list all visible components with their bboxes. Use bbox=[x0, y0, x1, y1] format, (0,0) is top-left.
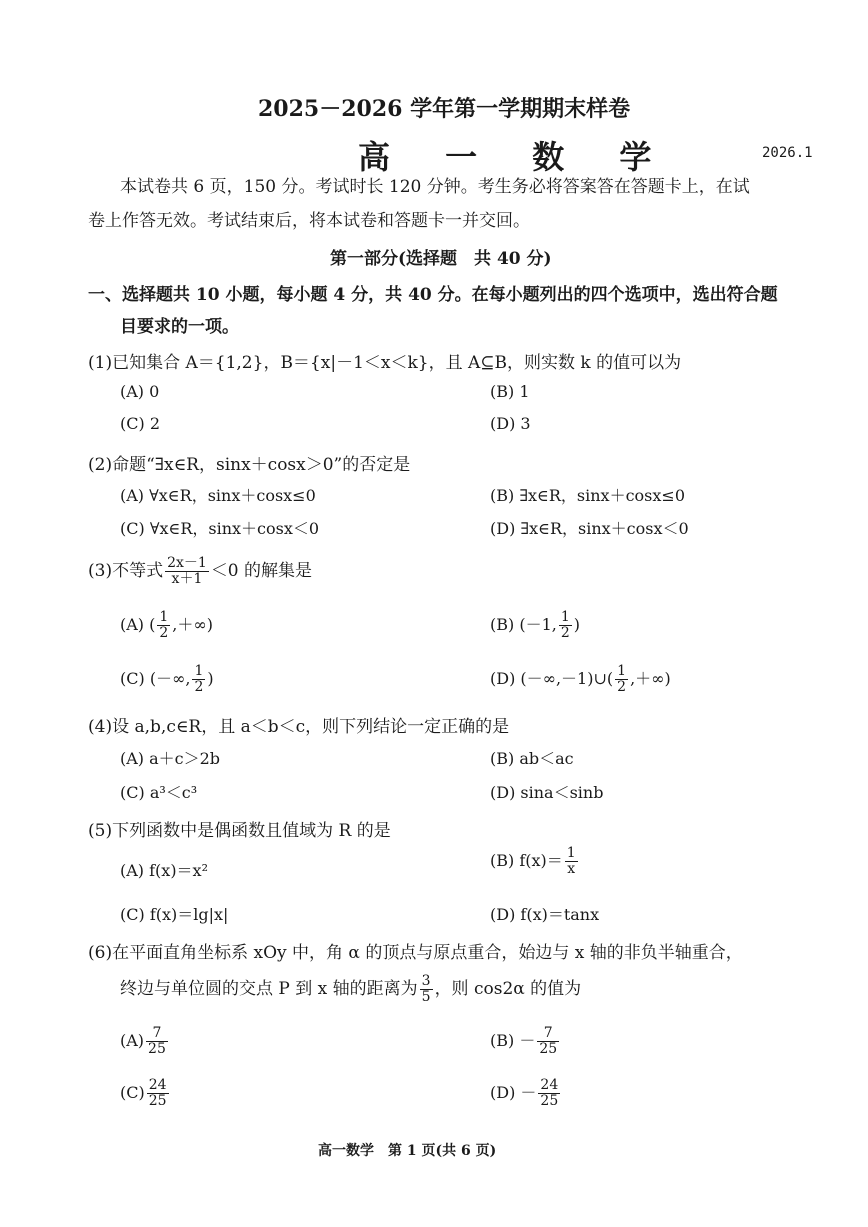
question-1-stem bbox=[88, 348, 681, 373]
option-text: (D) － bbox=[490, 1083, 537, 1102]
question-2-stem bbox=[88, 450, 410, 475]
q5-option-d: (D) f(x)＝tanx bbox=[490, 905, 600, 924]
fraction-numerator: 7 bbox=[146, 1026, 168, 1042]
q4-option-c: (C) a³＜c³ bbox=[120, 783, 198, 802]
fraction-denominator: 2 bbox=[194, 679, 204, 695]
fraction-numerator: 3 bbox=[421, 973, 431, 989]
q1-option-c: (C) 2 bbox=[120, 414, 160, 433]
q5-option-b bbox=[490, 846, 580, 877]
page-footer: 高一数学 第 1 页(共 6 页) bbox=[318, 1143, 497, 1159]
option-text: (C) bbox=[120, 1083, 145, 1102]
section-instructions-2: 目要求的一项。 bbox=[120, 317, 239, 337]
fraction-numerator: 1 bbox=[617, 663, 627, 679]
q2-option-c: (C) ∀x∈R，sinx＋cosx＜0 bbox=[120, 519, 320, 538]
part-heading: 第一部分(选择题 共 40 分) bbox=[330, 249, 552, 269]
question-text: 已知集合 A＝{1,2}，B＝{x|－1＜x＜k}，且 A⊆B，则实数 k 的值可以为 bbox=[112, 353, 682, 373]
option-text: (B) (－1, bbox=[490, 615, 557, 634]
fraction-denominator: 25 bbox=[148, 1041, 166, 1057]
question-number: (5) bbox=[88, 821, 113, 841]
instructions-line-1: 本试卷共 6 页，150 分。考试时长 120 分钟。考生务必将答案答在答题卡上，在试 bbox=[120, 177, 750, 197]
question-6-stem-line-1 bbox=[88, 938, 743, 963]
fraction-denominator: 25 bbox=[539, 1041, 558, 1057]
instructions-line-2: 卷上作答无效。考试结束后，将本试卷和答题卡一并交回。 bbox=[88, 211, 530, 231]
fraction-denominator: 2 bbox=[159, 625, 169, 641]
fraction bbox=[165, 556, 209, 587]
q6-option-b bbox=[490, 1026, 561, 1057]
fraction-denominator: 2 bbox=[617, 679, 627, 695]
q1-option-d: (D) 3 bbox=[490, 414, 531, 433]
option-text: ) bbox=[573, 615, 581, 634]
q3-option-a bbox=[120, 610, 213, 641]
option-text: ,＋∞) bbox=[630, 669, 671, 688]
question-text-end: ＜0 的解集是 bbox=[210, 561, 313, 581]
option-text: (A) bbox=[120, 1031, 145, 1050]
question-5-stem bbox=[88, 816, 391, 841]
fraction bbox=[559, 610, 572, 641]
question-number: (2) bbox=[88, 455, 113, 475]
fraction-denominator: x bbox=[567, 861, 576, 877]
q5-option-c: (C) f(x)＝lg|x| bbox=[120, 905, 229, 924]
fraction bbox=[192, 664, 205, 695]
question-text: 终边与单位圆的交点 P 到 x 轴的距离为 bbox=[120, 979, 418, 999]
q1-option-b: (B) 1 bbox=[490, 382, 530, 401]
fraction-denominator: 2 bbox=[560, 625, 570, 641]
q3-option-b bbox=[490, 610, 580, 641]
question-text: 下列函数中是偶函数且值域为 R 的是 bbox=[112, 821, 391, 841]
fraction-denominator: x＋1 bbox=[171, 571, 203, 587]
question-4-stem bbox=[88, 712, 509, 737]
question-6-stem-line-2 bbox=[120, 974, 581, 1005]
q1-option-a: (A) 0 bbox=[120, 382, 160, 401]
q2-option-d: (D) ∃x∈R，sinx＋cosx＜0 bbox=[490, 519, 689, 538]
fraction bbox=[615, 664, 628, 695]
fraction bbox=[420, 974, 433, 1005]
section-instructions-1: 一、选择题共 10 小题，每小题 4 分，共 40 分。在每小题列出的四个选项中，选出符合题 bbox=[88, 285, 778, 305]
exam-date: 2026.1 bbox=[762, 145, 813, 161]
fraction-denominator: 5 bbox=[421, 989, 431, 1005]
q5-option-a: (A) f(x)＝x² bbox=[120, 861, 208, 880]
option-text: (B) f(x)＝ bbox=[490, 851, 563, 870]
q4-option-b: (B) ab＜ac bbox=[490, 749, 574, 768]
fraction bbox=[157, 610, 170, 641]
q3-option-d bbox=[490, 664, 671, 695]
fraction-numerator: 2x－1 bbox=[167, 555, 207, 571]
q4-option-a: (A) a＋c＞2b bbox=[120, 749, 221, 768]
option-text: ,＋∞) bbox=[172, 615, 213, 634]
option-text: (B) － bbox=[490, 1031, 536, 1050]
fraction bbox=[537, 1026, 559, 1057]
fraction-numerator: 24 bbox=[540, 1077, 559, 1093]
q6-option-d bbox=[490, 1078, 562, 1109]
subject-title: 高 一 数 学 bbox=[358, 138, 674, 176]
question-number: (4) bbox=[88, 717, 113, 737]
question-text: 不等式 bbox=[112, 561, 164, 581]
fraction-numerator: 1 bbox=[566, 845, 576, 861]
question-text-end: ，则 cos2α 的值为 bbox=[434, 979, 582, 999]
fraction-numerator: 1 bbox=[159, 609, 169, 625]
question-number: (6) bbox=[88, 943, 113, 963]
option-text: (C) (－∞, bbox=[120, 669, 191, 688]
fraction-numerator: 1 bbox=[194, 663, 204, 679]
q6-option-a bbox=[120, 1026, 170, 1057]
question-text: 设 a,b,c∈R，且 a＜b＜c，则下列结论一定正确的是 bbox=[112, 717, 510, 737]
option-text: ) bbox=[207, 669, 214, 688]
fraction-denominator: 25 bbox=[148, 1093, 167, 1109]
q2-option-a: (A) ∀x∈R，sinx＋cosx≤0 bbox=[120, 486, 316, 505]
fraction bbox=[538, 1078, 560, 1109]
q6-option-c bbox=[120, 1078, 171, 1109]
fraction bbox=[565, 846, 578, 877]
fraction-numerator: 1 bbox=[560, 609, 570, 625]
question-text: 命题“∃x∈R，sinx＋cosx＞0”的否定是 bbox=[112, 455, 411, 475]
q2-option-b: (B) ∃x∈R，sinx＋cosx≤0 bbox=[490, 486, 685, 505]
fraction bbox=[146, 1026, 168, 1057]
question-number: (1) bbox=[88, 353, 113, 373]
option-text: (D) (－∞,－1)∪( bbox=[490, 669, 614, 688]
exam-title: 2025－2026 学年第一学期期末样卷 bbox=[258, 96, 631, 122]
q4-option-d: (D) sina＜sinb bbox=[490, 783, 604, 802]
fraction bbox=[147, 1078, 169, 1109]
question-number: (3) bbox=[88, 561, 113, 581]
fraction-denominator: 25 bbox=[540, 1093, 559, 1109]
q3-option-c bbox=[120, 664, 214, 695]
question-text: 在平面直角坐标系 xOy 中，角 α 的顶点与原点重合，始边与 x 轴的非负半轴重合， bbox=[112, 943, 743, 963]
question-3-stem bbox=[88, 556, 312, 587]
fraction-numerator: 24 bbox=[148, 1077, 167, 1093]
fraction-numerator: 7 bbox=[537, 1026, 559, 1042]
option-text: (A) ( bbox=[120, 615, 156, 634]
